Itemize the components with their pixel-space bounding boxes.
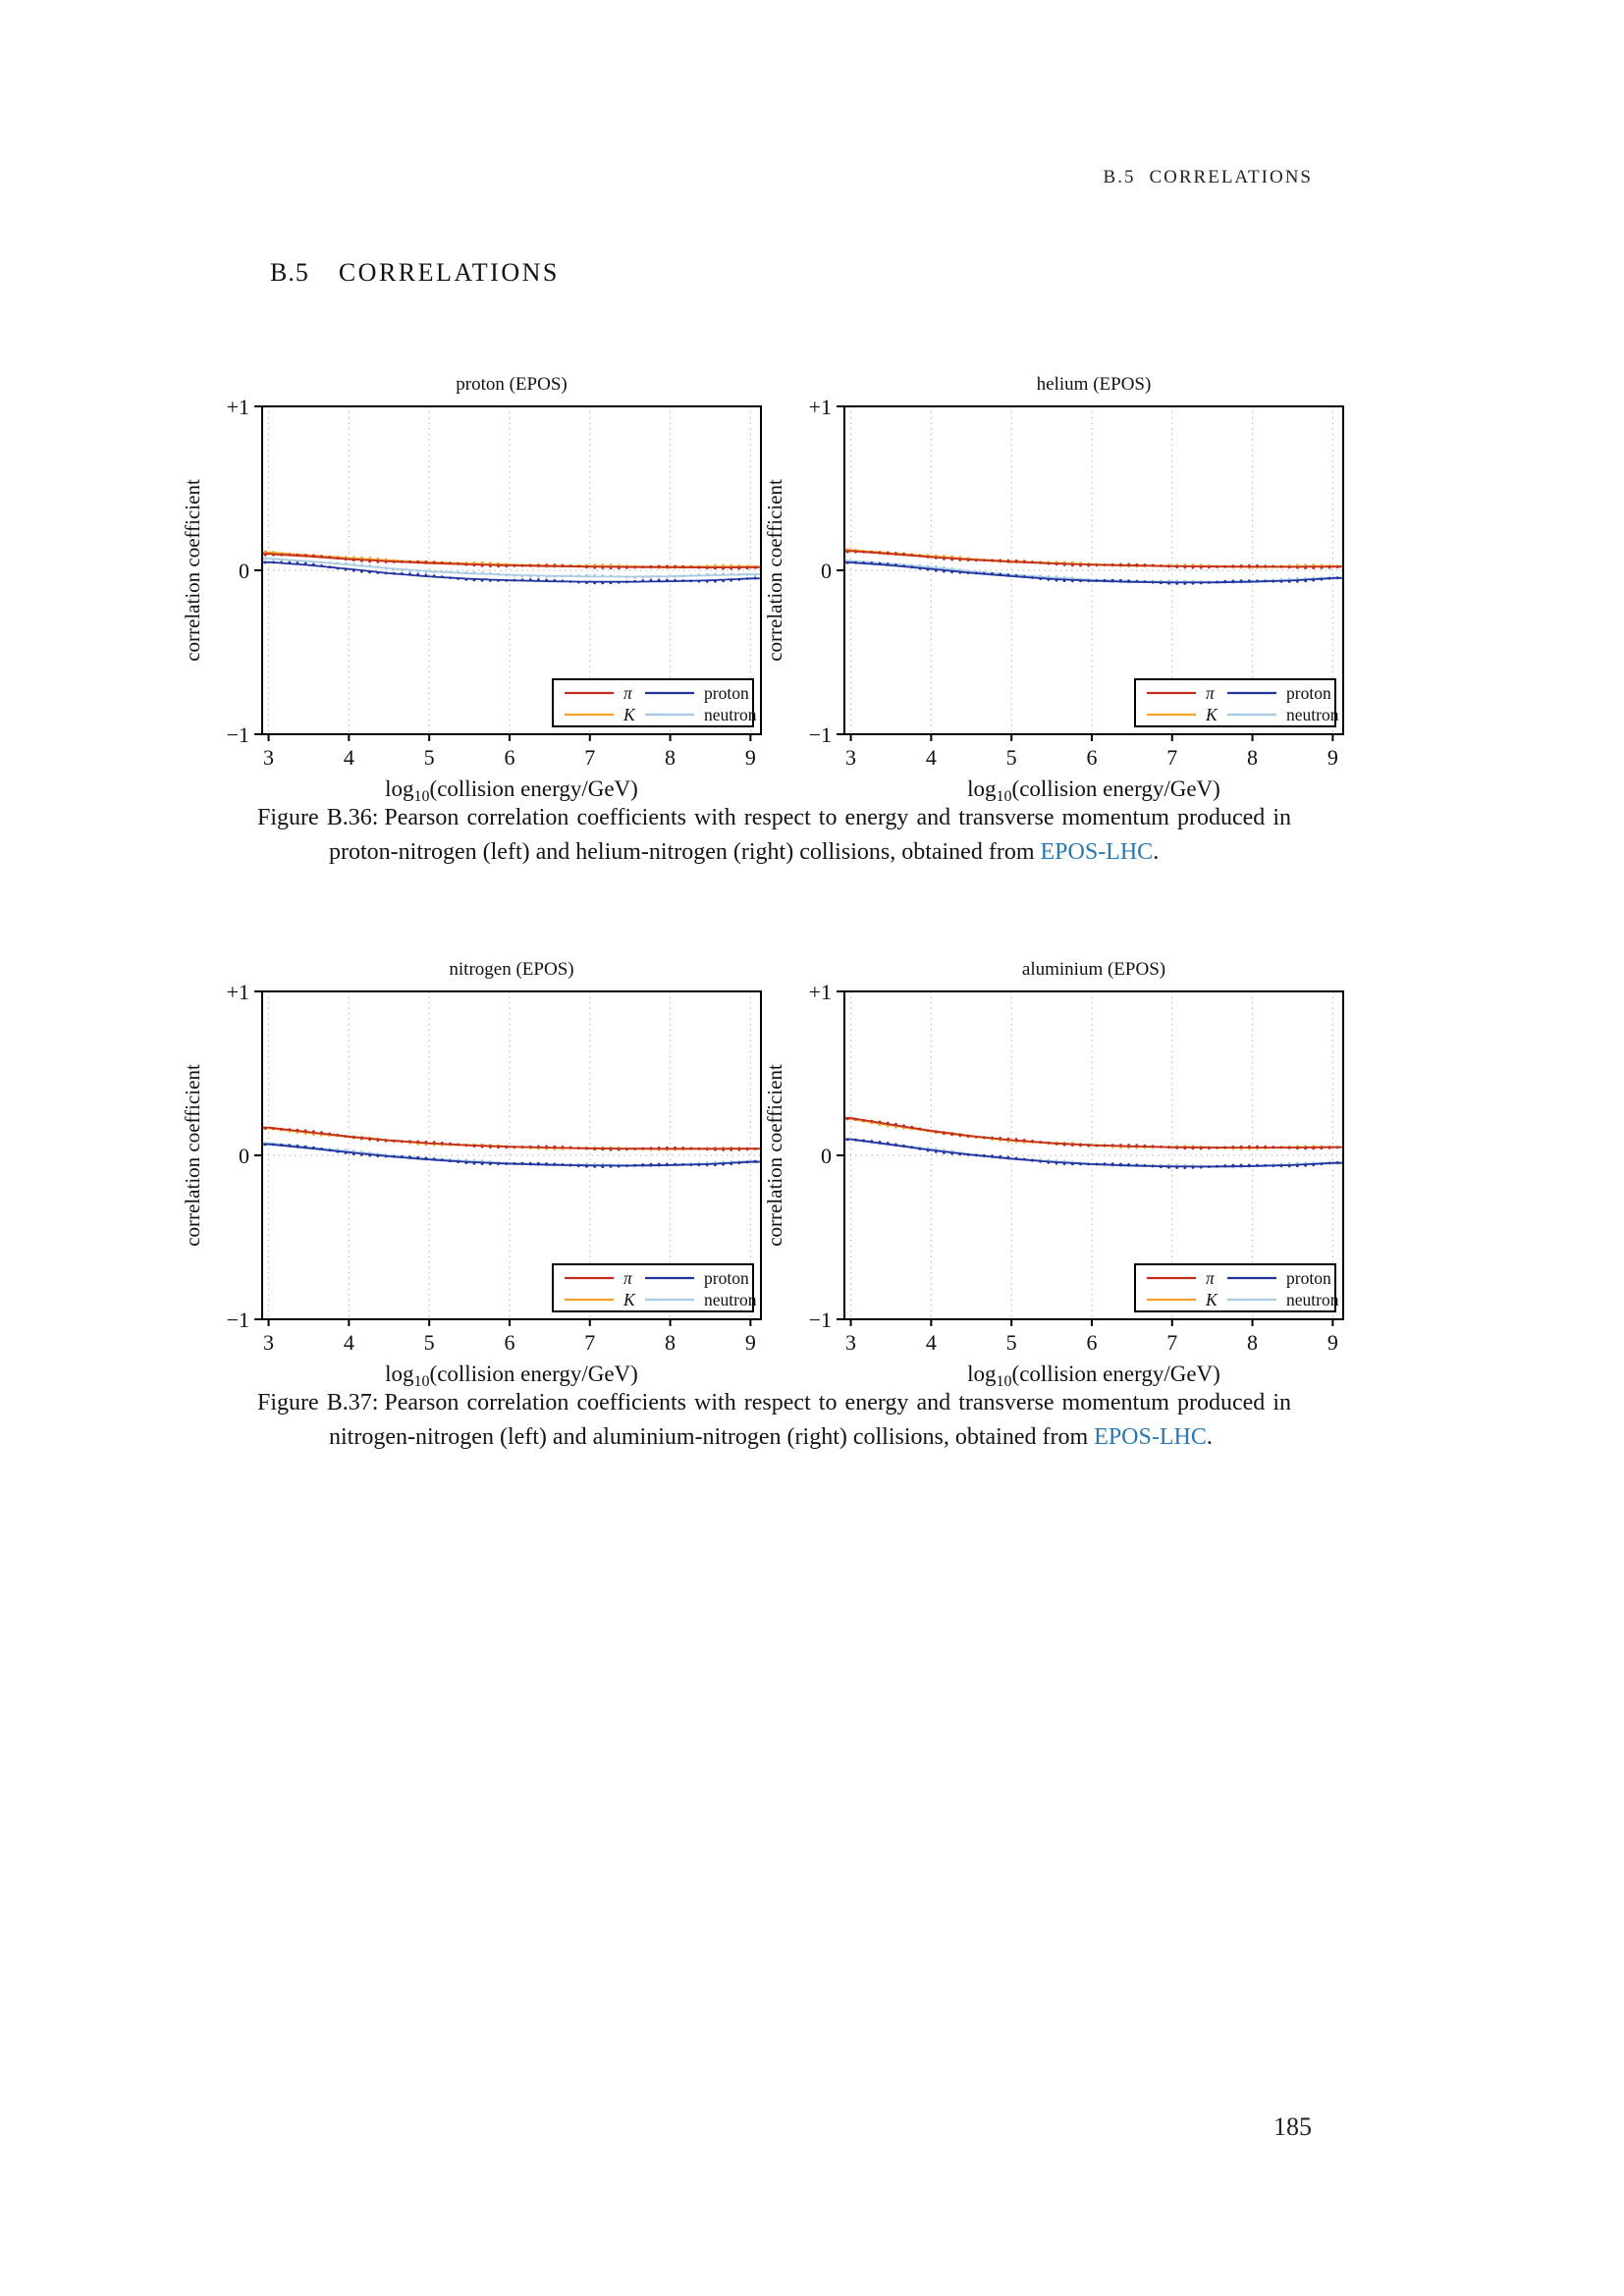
xtick-label: 3 bbox=[263, 745, 275, 770]
y-axis-label: correlation coefficient bbox=[181, 1064, 204, 1247]
xtick-label: 6 bbox=[504, 1330, 515, 1355]
xtick-label: 5 bbox=[1005, 745, 1017, 770]
xtick-label: 4 bbox=[343, 745, 354, 770]
ytick-label: +1 bbox=[226, 980, 249, 1004]
epos-lhc-link-2[interactable]: EPOS-LHC bbox=[1094, 1424, 1207, 1450]
y-axis-label: correlation coefficient bbox=[763, 1064, 786, 1247]
section-title: CORRELATIONS bbox=[338, 258, 560, 287]
xtick-label: 9 bbox=[744, 1330, 756, 1355]
xtick-label: 5 bbox=[423, 1330, 435, 1355]
xtick-label: 9 bbox=[1326, 745, 1338, 770]
figure-b36-text-end: . bbox=[1153, 839, 1160, 865]
figure-b37-text-end: . bbox=[1206, 1424, 1213, 1450]
legend bbox=[1135, 1264, 1339, 1311]
series-K-line bbox=[844, 1119, 1342, 1148]
series-K-line bbox=[262, 1128, 760, 1148]
legend-label-pi: π bbox=[1206, 1268, 1215, 1288]
series-K bbox=[262, 551, 760, 569]
ytick-label: 0 bbox=[821, 1144, 832, 1168]
series-pi-line bbox=[262, 1128, 760, 1149]
xtick-label: 7 bbox=[584, 745, 596, 770]
legend-label-neutron: neutron bbox=[704, 1290, 757, 1309]
series-pi-line bbox=[844, 551, 1342, 566]
chart-proton-epos- bbox=[174, 363, 783, 813]
x-axis-label: $\log_{10}(collision$ energy/GeV) bbox=[967, 776, 1220, 805]
plot-title: helium (EPOS) bbox=[1036, 374, 1152, 395]
plot-title: proton (EPOS) bbox=[456, 374, 568, 395]
running-header-title: CORRELATIONS bbox=[1149, 167, 1313, 187]
legend bbox=[553, 679, 757, 726]
xtick-label: 3 bbox=[263, 1330, 275, 1355]
legend-label-proton: proton bbox=[704, 683, 749, 703]
legend-label-neutron: neutron bbox=[704, 705, 757, 724]
section-number: B.5 bbox=[270, 258, 309, 287]
series-pi-line bbox=[262, 554, 760, 567]
xtick-label: 7 bbox=[1166, 745, 1178, 770]
chart-aluminium-epos- bbox=[756, 948, 1365, 1398]
ytick-label: 0 bbox=[821, 559, 832, 583]
xtick-label: 9 bbox=[1326, 1330, 1338, 1355]
legend bbox=[553, 1264, 757, 1311]
legend-label-K: K bbox=[623, 1290, 635, 1309]
figure-b37-label: Figure B.37: bbox=[257, 1390, 379, 1415]
figure-b37-text: Pearson correlation coefficients with respect to energy and transverse momentum produced in nitrogen-nitrogen (left) and aluminium-nitrogen (right) collisions, obtained from bbox=[329, 1390, 1291, 1450]
xtick-label: 7 bbox=[584, 1330, 596, 1355]
legend-label-K: K bbox=[623, 705, 635, 724]
xtick-label: 5 bbox=[1005, 1330, 1017, 1355]
ytick-label: −1 bbox=[808, 1308, 832, 1332]
xtick-label: 8 bbox=[665, 745, 677, 770]
xtick-label: 6 bbox=[1086, 745, 1098, 770]
legend-label-neutron: neutron bbox=[1286, 1290, 1339, 1309]
ytick-label: 0 bbox=[239, 1144, 249, 1168]
legend-label-proton: proton bbox=[704, 1268, 749, 1288]
x-axis-label: $\log_{10}(collision$ energy/GeV) bbox=[385, 1362, 638, 1390]
xtick-label: 3 bbox=[845, 1330, 857, 1355]
epos-lhc-link-1[interactable]: EPOS-LHC bbox=[1040, 839, 1154, 865]
chart-nitrogen-epos- bbox=[174, 948, 783, 1398]
plot-aluminium-epos bbox=[756, 948, 1365, 1398]
running-header-number: B.5 bbox=[1103, 167, 1136, 187]
legend bbox=[1135, 679, 1339, 726]
plot-helium-epos bbox=[756, 363, 1365, 813]
running-header bbox=[1104, 167, 1313, 188]
y-axis-label: correlation coefficient bbox=[763, 479, 786, 662]
legend-label-proton: proton bbox=[1286, 683, 1331, 703]
legend-label-pi: π bbox=[1206, 683, 1215, 703]
plot-nitrogen-epos bbox=[174, 948, 783, 1398]
series-K bbox=[262, 1126, 760, 1151]
xtick-label: 4 bbox=[925, 1330, 937, 1355]
ytick-label: +1 bbox=[226, 395, 249, 419]
section-heading bbox=[270, 258, 560, 288]
xtick-label: 9 bbox=[744, 745, 756, 770]
legend-label-pi: π bbox=[623, 683, 632, 703]
xtick-label: 5 bbox=[423, 745, 435, 770]
plot-title: nitrogen (EPOS) bbox=[449, 959, 574, 980]
figure-b36-label: Figure B.36: bbox=[257, 805, 379, 830]
legend-label-neutron: neutron bbox=[1286, 705, 1339, 724]
xtick-label: 8 bbox=[1247, 1330, 1259, 1355]
legend-label-proton: proton bbox=[1286, 1268, 1331, 1288]
plot-title: aluminium (EPOS) bbox=[1021, 959, 1166, 980]
xtick-label: 8 bbox=[1247, 745, 1259, 770]
legend-label-pi: π bbox=[623, 1268, 632, 1288]
xtick-label: 6 bbox=[504, 745, 515, 770]
series-pi-line bbox=[844, 1118, 1342, 1148]
ytick-label: −1 bbox=[226, 1308, 249, 1332]
series-proton-line bbox=[844, 1140, 1342, 1167]
legend-label-K: K bbox=[1206, 705, 1218, 724]
series-neutron-line bbox=[844, 1139, 1342, 1166]
legend-label-K: K bbox=[1206, 1290, 1218, 1309]
ytick-label: 0 bbox=[239, 559, 249, 583]
page-number: 185 bbox=[1273, 2112, 1312, 2141]
figure-b36-text: Pearson correlation coefficients with respect to energy and transverse momentum produced in proton-nitrogen (left) and helium-nitrogen (right) collisions, obtained from bbox=[329, 805, 1291, 865]
xtick-label: 4 bbox=[343, 1330, 354, 1355]
xtick-label: 7 bbox=[1166, 1330, 1178, 1355]
series-pi bbox=[844, 1118, 1342, 1150]
x-axis-label: $\log_{10}(collision$ energy/GeV) bbox=[385, 776, 638, 805]
figure-b37-caption bbox=[257, 1386, 1291, 1455]
ytick-label: +1 bbox=[808, 980, 832, 1004]
figure-b36-caption bbox=[257, 801, 1291, 870]
chart-helium-epos- bbox=[756, 363, 1365, 813]
xtick-label: 3 bbox=[845, 745, 857, 770]
xtick-label: 4 bbox=[925, 745, 937, 770]
ytick-label: +1 bbox=[808, 395, 832, 419]
x-axis-label: $\log_{10}(collision$ energy/GeV) bbox=[967, 1362, 1220, 1390]
ytick-label: −1 bbox=[808, 722, 832, 747]
xtick-label: 8 bbox=[665, 1330, 677, 1355]
plot-proton-epos bbox=[174, 363, 783, 813]
ytick-label: −1 bbox=[226, 722, 249, 747]
xtick-label: 6 bbox=[1086, 1330, 1098, 1355]
y-axis-label: correlation coefficient bbox=[181, 479, 204, 662]
